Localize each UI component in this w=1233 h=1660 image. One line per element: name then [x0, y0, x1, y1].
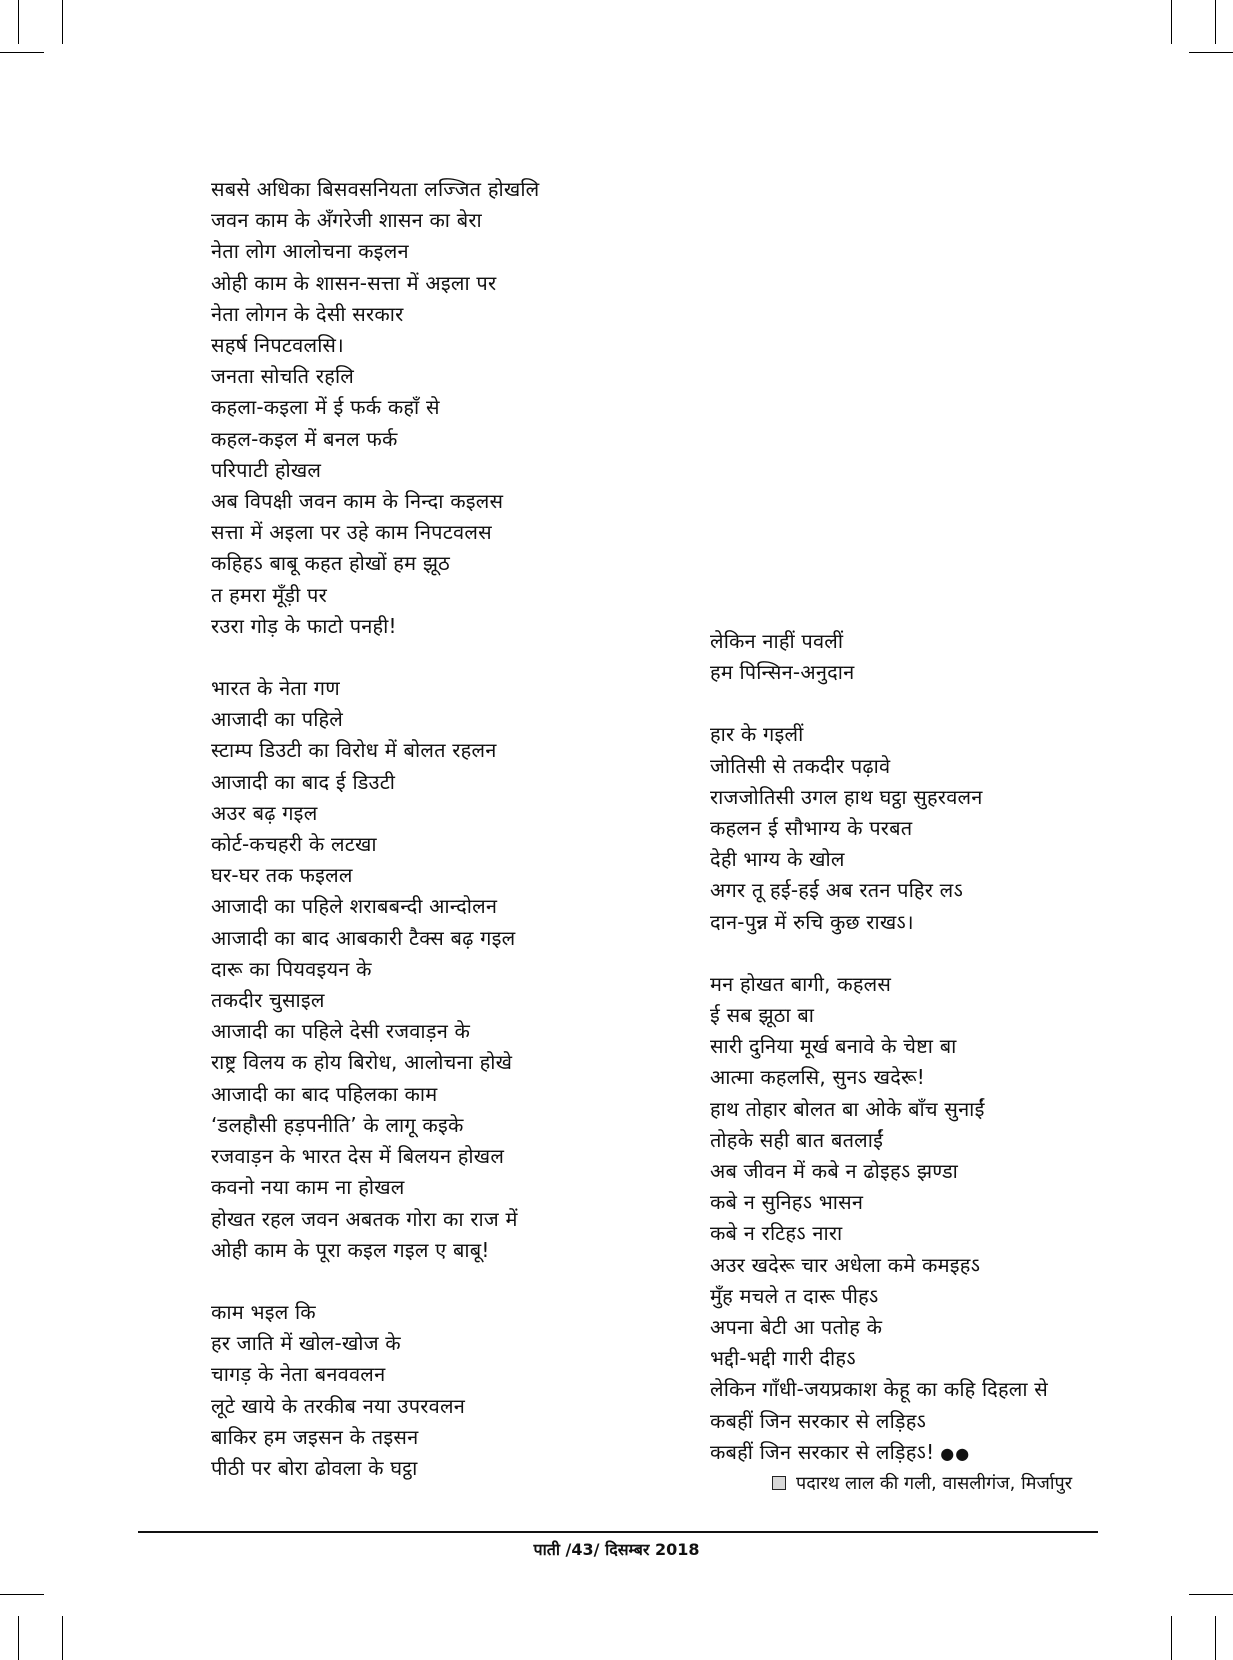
poem-line: रजवाड़न के भारत देस में बिलयन होखल: [211, 1144, 505, 1169]
square-bullet-icon: [772, 1476, 786, 1490]
address-text: पदारथ लाल की गली, वासलीगंज, मिर्जापुर: [796, 1473, 1073, 1494]
poem-line: मुँह मचले त दारू पीहऽ: [710, 1283, 879, 1308]
poem-line: अपना बेटी आ पतोह के: [710, 1315, 883, 1340]
poem-line: चागड़ के नेता बनववलन: [211, 1362, 386, 1387]
poem-line: कहलन ई सौभाग्य के परबत: [710, 816, 913, 841]
crop-mark: [1171, 0, 1172, 44]
crop-mark: [62, 1616, 63, 1660]
poem-line: लेकिन नाहीं पवलीं: [710, 629, 844, 653]
poem-line: भारत के नेता गण: [211, 676, 340, 701]
poem-line: अब जीवन में कबे न ढोइहऽ झण्डा: [710, 1159, 959, 1184]
poem-line: जोतिसी से तकदीर पढ़ावे: [710, 753, 891, 778]
crop-mark: [1215, 1616, 1216, 1660]
poem-line: जनता सोचति रहलि: [211, 364, 354, 389]
poem-line: कबहीं जिन सरकार से लड़िहऽ: [710, 1408, 927, 1433]
poem-line: भद्दी-भद्दी गारी दीहऽ: [710, 1346, 856, 1371]
poem-line: कोर्ट-कचहरी के लटखा: [211, 832, 377, 857]
poem-line: अउर खदेरू चार अधेला कमे कमइहऽ: [710, 1252, 981, 1277]
poem-line: हम पिन्सिन-अनुदान: [710, 660, 855, 685]
crop-mark: [18, 0, 19, 44]
poem-line: आजादी का पहिले शराबबन्दी आन्दोलन: [211, 894, 498, 919]
poem-line: कबे न रटिहऽ नारा: [710, 1221, 843, 1246]
poem-line: दान-पुन्न में रुचि कुछ राखऽ।: [710, 909, 914, 934]
footer-divider: [138, 1531, 1098, 1533]
poem-line: सारी दुनिया मूर्ख बनावे के चेष्टा बा: [710, 1034, 957, 1059]
poem-line: जवन काम के अँगरेजी शासन का बेरा: [211, 208, 482, 233]
poem-line: ओही काम के शासन-सत्ता में अइला पर: [211, 270, 497, 295]
poem-line: बाकिर हम जइसन के तइसन: [211, 1424, 419, 1449]
poem-stanza: [710, 719, 1048, 937]
poem-line: आजादी का पहिले: [211, 707, 344, 732]
poem-line: ओही काम के पूरा कइल गइल ए बाबू!: [211, 1237, 490, 1262]
poem-line: देही भाग्य के खोल: [710, 847, 845, 872]
poem-line: आजादी का बाद ई डिउटी: [211, 769, 396, 794]
poem-line: लेकिन गाँधी-जयप्रकाश केहू का कहि दिहला से: [710, 1377, 1049, 1402]
poem-left-column: [211, 174, 539, 1484]
poem-line: अगर तू हई-हई अब रतन पहिर लऽ: [710, 878, 963, 903]
poem-line: तोहके सही बात बतलाईं: [710, 1127, 884, 1152]
poem-line: लूटे खाये के तरकीब नया उपरवलन: [211, 1393, 466, 1418]
crop-mark: [1171, 1616, 1172, 1660]
poem-stanza: [710, 969, 1048, 1469]
poem-line: राष्ट्र विलय क होय बिरोध, आलोचना होखे: [211, 1050, 513, 1075]
poem-line: दारू का पियवइयन के: [211, 956, 372, 981]
poem-line: घर-घर तक फइलल: [211, 863, 353, 888]
poem-line: राजजोतिसी उगल हाथ घट्ठा सुहरवलन: [710, 784, 983, 809]
poem-line: मन होखत बागी, कहलस: [710, 971, 892, 996]
poem-line: हार के गइलीं: [710, 722, 804, 747]
poem-line: कहल-कइल में बनल फर्क: [211, 426, 398, 451]
poem-line: तकदीर चुसाइल: [211, 988, 325, 1013]
end-mark-icon: ●●: [940, 1443, 971, 1463]
crop-mark: [62, 0, 63, 44]
poem-line: ई सब झूठा बा: [710, 1003, 815, 1028]
poem-stanza: [211, 1297, 539, 1484]
poem-line: सबसे अधिका बिसवसनियता लज्जित होखलि: [211, 177, 540, 201]
poem-stanza: [211, 673, 539, 1266]
crop-mark: [0, 1594, 44, 1595]
poem-line: आजादी का बाद पहिलका काम: [211, 1081, 438, 1106]
poem-line-text: कबहीं जिन सरकार से लड़िहऽ!: [710, 1439, 935, 1464]
poem-line: आजादी का बाद आबकारी टैक्स बढ़ गइल: [211, 925, 516, 950]
poem-line: रउरा गोड़ के फाटो पनही!: [211, 613, 397, 638]
poem-line: हाथ तोहार बोलत बा ओके बाँच सुनाईं: [710, 1096, 985, 1121]
poem-line: नेता लोग आलोचना कइलन: [211, 239, 409, 264]
poem-line: कवनो नया काम ना होखल: [211, 1175, 405, 1200]
poem-right-column: [710, 626, 1048, 1469]
page-footer: पाती /43/ दिसम्बर 2018: [533, 1540, 700, 1559]
crop-mark: [18, 1616, 19, 1660]
poem-line: पीठी पर बोरा ढोवला के घट्ठा: [211, 1455, 418, 1480]
crop-mark: [1215, 0, 1216, 44]
poem-line: आत्मा कहलसि, सुनऽ खदेरू!: [710, 1065, 925, 1090]
poem-line: [710, 1437, 1048, 1469]
crop-mark: [0, 52, 44, 53]
poem-line: हर जाति में खोल-खोज के: [211, 1331, 401, 1356]
poem-line: स्टाम्प डिउटी का विरोध में बोलत रहलन: [211, 738, 497, 763]
poem-line: त हमरा मूँड़ी पर: [211, 582, 327, 607]
poem-stanza: [211, 174, 539, 642]
author-address: [772, 1471, 1072, 1495]
poem-line: सत्ता में अइला पर उहे काम निपटवलस: [211, 520, 492, 545]
poem-line: आजादी का पहिले देसी रजवाड़न के: [211, 1019, 471, 1044]
poem-line: होखत रहल जवन अबतक गोरा का राज में: [211, 1206, 518, 1231]
poem-line: कहिहऽ बाबू कहत होखों हम झूठ: [211, 551, 450, 576]
poem-line: कहला-कइला में ई फर्क कहाँ से: [211, 395, 440, 420]
crop-mark: [1189, 52, 1233, 53]
poem-line: ‘डलहौसी हड़पनीति’ के लागू कइके: [211, 1112, 464, 1137]
poem-line: अब विपक्षी जवन काम के निन्दा कइलस: [211, 489, 504, 514]
poem-line: परिपाटी होखल: [211, 457, 322, 482]
poem-line: अउर बढ़ गइल: [211, 800, 318, 825]
poem-line: कबे न सुनिहऽ भासन: [710, 1190, 864, 1215]
poem-stanza: [710, 626, 1048, 688]
poem-line: काम भइल कि: [211, 1299, 316, 1324]
poem-line: नेता लोगन के देसी सरकार: [211, 301, 404, 326]
poem-line: सहर्ष निपटवलसि।: [211, 333, 344, 358]
crop-mark: [1189, 1594, 1233, 1595]
